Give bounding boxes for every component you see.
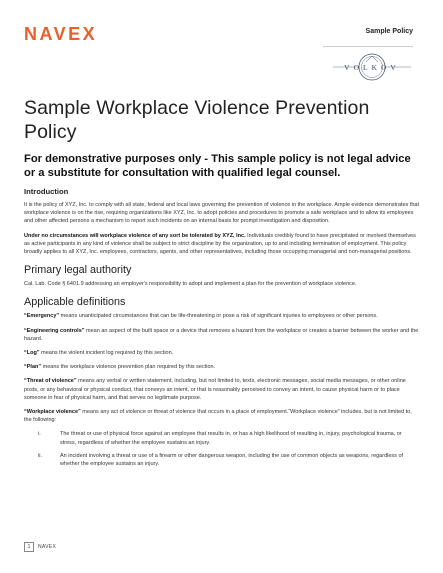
definition-item	[24, 377, 419, 402]
doc-type-label: Sample Policy	[365, 28, 413, 35]
definition-text: means any act of violence or threat of violence that occurs in a place of employment.“Workplace violence” includes, but is not limited to, the following:	[24, 409, 412, 424]
authority-heading: Primary legal authority	[24, 264, 132, 277]
definition-text: mean an aspect of the built space or a device that removes a hazard from the workplace or creates a barrier between the worker and the hazard.	[24, 327, 419, 342]
violence-examples-list	[24, 430, 419, 468]
definition-text: means unanticipated circumstances that can be life-threatening or pose a risk of significant injuries to employees or other persons.	[59, 313, 378, 320]
footer-brand: NAVEX	[38, 544, 57, 550]
svg-text:VOLKOV: VOLKOV	[344, 63, 400, 72]
authority-text: Cal. Lab. Code § 6401.9 addressing an employer's responsibility to adopt and implement a plan for the prevention of workplace violence.	[24, 281, 357, 288]
header-divider	[323, 46, 413, 47]
definition-term: “Engineering controls”	[24, 327, 85, 334]
definition-item	[24, 327, 419, 343]
list-number: ii.	[38, 452, 42, 459]
page-footer	[24, 542, 56, 552]
intro-paragraph: It is the policy of XYZ, Inc. to comply with all state, federal and local laws governing the prevention of violence in the workplace. Ample evidence demonstrates that workplace violence is on the rise, requiring organizations like XYZ, Inc. to adopt policies and procedures to promote a safe workplace and to allow its employees and other affected persons a mechanism to report such incidents on an internal basis for prompt investigation and disposition.	[24, 202, 419, 225]
list-item	[24, 430, 419, 446]
navex-logo: NAVEX	[24, 24, 98, 44]
list-number: i.	[38, 431, 41, 438]
intro-paragraph-2	[24, 232, 419, 257]
definition-term: “Threat of violence”	[24, 378, 77, 385]
definitions-list	[24, 312, 419, 424]
definition-item	[24, 312, 419, 320]
page-subtitle: For demonstrative purposes only - This sample policy is not legal advice or a substitute for consultation with qualified legal counsel.	[24, 153, 411, 179]
intro-paragraph-2-text: Individuals credibly found to have precipitated or involved themselves as active participants in any kind of violence shall be subject to strict discipline by the organization, up to and including termination of employment. This policy broadly applies to all XYZ, Inc. employees, contractors, agents, and other representatives, including those occupying managerial and non-managerial positions.	[24, 232, 416, 256]
list-item	[24, 452, 419, 468]
intro-heading: Introduction	[24, 187, 69, 196]
zero-tolerance-statement: Under no circumstances will workplace violence of any sort be tolerated by XYZ, Inc.	[24, 232, 246, 239]
definition-term: “Emergency”	[24, 313, 60, 320]
page-number: 1	[24, 542, 34, 552]
definition-term: “Plan”	[24, 364, 42, 371]
definition-item	[24, 408, 419, 424]
definition-term: “Workplace violence”	[24, 409, 81, 416]
list-text: The threat or use of physical force against an employee that results in, or has a high likelihood of resulting in, injury, psychological trauma, or stress, regardless of whether the employee sustains an injury.	[60, 431, 402, 446]
definition-text: means the violent incident log required by this section.	[39, 350, 174, 357]
document-body	[24, 187, 419, 473]
definition-term: “Log”	[24, 350, 40, 357]
definition-item	[24, 363, 419, 371]
header-right	[323, 28, 413, 88]
page-title: Sample Workplace Violence Prevention Policy	[24, 97, 370, 143]
definition-item	[24, 349, 419, 357]
definition-text: means any verbal or written statement, including, but not limited to, texts, electronic messages, social media messages, or other online posts, or any behavioral or physical conduct, that conveys an intent, or that is reasonably perceived to convey an intent, to cause physical harm or to place someone in fear of physical harm, and that serves no legitimate purpose.	[24, 378, 406, 401]
definition-text: means the workplace violence prevention plan required by this section.	[41, 364, 216, 371]
definitions-heading: Applicable definitions	[24, 296, 126, 309]
volkov-logo	[333, 52, 411, 82]
list-text: An incident involving a threat or use of a firearm or other dangerous weapon, including the use of common objects as weapons, regardless of whether the employee sustains an injury.	[60, 452, 404, 468]
